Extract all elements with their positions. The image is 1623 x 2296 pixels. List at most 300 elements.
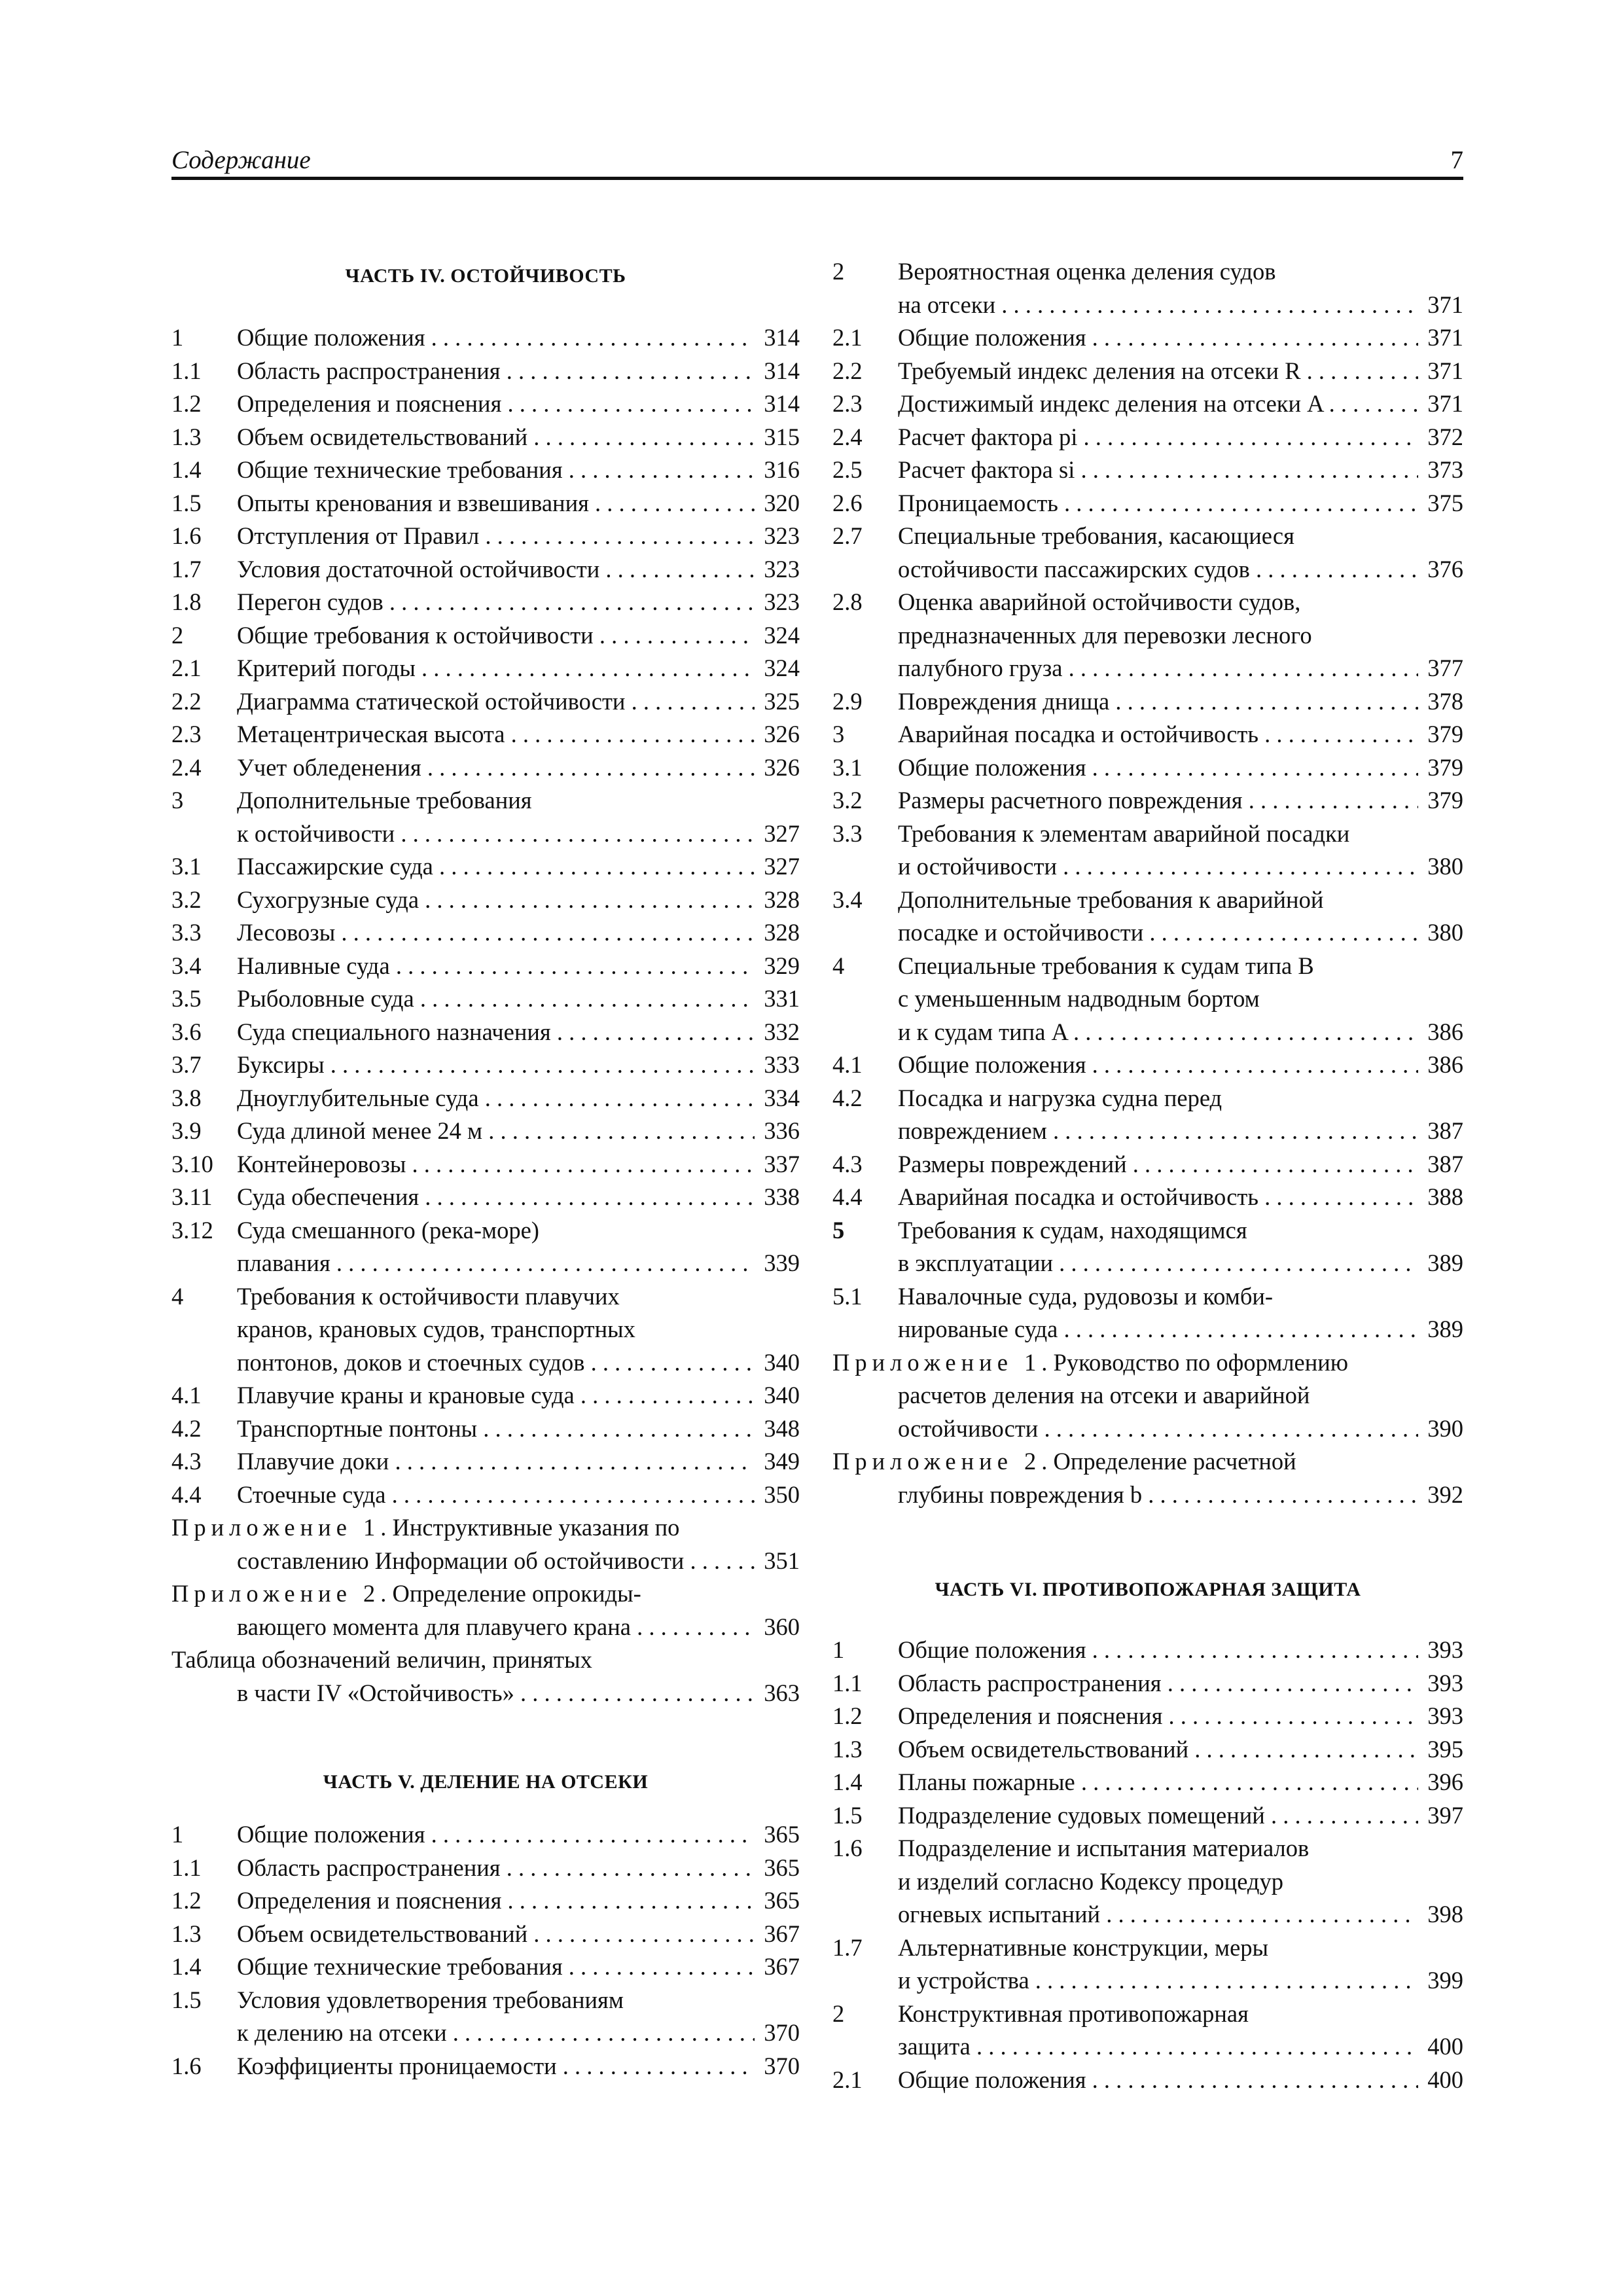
toc-entry-line — [171, 355, 800, 388]
toc-entry[interactable] — [171, 685, 800, 719]
toc-entry-line — [171, 1379, 800, 1412]
page-number: 398 — [1418, 1898, 1463, 1931]
toc-list-part-v — [171, 1818, 800, 2083]
toc-entry[interactable] — [171, 487, 800, 520]
toc-entry[interactable] — [171, 387, 800, 421]
toc-entry-line — [832, 1445, 1463, 1479]
toc-entry[interactable] — [171, 652, 800, 685]
toc-entry[interactable] — [832, 1832, 1463, 1931]
section-title-text: Коэффициенты проницаемости — [237, 2052, 557, 2079]
page-number: 365 — [755, 1884, 800, 1918]
dot-leader — [898, 685, 1463, 719]
section-number: 3.1 — [171, 853, 202, 880]
section-number: 1.1 — [171, 1854, 202, 1881]
toc-entry[interactable] — [171, 520, 800, 553]
section-number: 3.8 — [171, 1084, 202, 1111]
section-title-text: Общие положения — [898, 753, 1086, 781]
section-title — [237, 1677, 800, 1710]
toc-entry[interactable] — [171, 1818, 800, 1852]
dot-leader — [237, 1181, 800, 1214]
toc-entry[interactable] — [171, 1082, 800, 1115]
toc-entry-line — [171, 850, 800, 884]
toc-entry-line — [171, 1181, 800, 1214]
toc-entry[interactable] — [832, 255, 1463, 321]
toc-entry-line — [832, 1898, 1463, 1931]
section-title — [898, 1280, 1463, 1314]
toc-entry-line — [171, 1577, 800, 1611]
toc-entry[interactable] — [171, 1950, 800, 1984]
page-number: 314 — [755, 321, 800, 355]
toc-entry[interactable] — [171, 355, 800, 388]
section-title — [237, 454, 800, 487]
toc-entry[interactable] — [832, 487, 1463, 520]
toc-entry-line — [171, 784, 800, 817]
dot-leader — [898, 1016, 1463, 1049]
section-number: 1.4 — [171, 456, 202, 483]
toc-entry[interactable] — [171, 784, 800, 850]
section-title — [237, 487, 800, 520]
toc-entry[interactable] — [171, 1479, 800, 1512]
toc-entry[interactable] — [171, 1984, 800, 2050]
toc-entry-line — [832, 1346, 1463, 1380]
section-title-text: Общие положения — [237, 1821, 425, 1848]
section-title-text: и остойчивости — [898, 853, 1057, 880]
toc-entry[interactable] — [171, 1115, 800, 1148]
section-number: 1 — [171, 1821, 184, 1848]
toc-entry-line — [832, 685, 1463, 719]
toc-entry[interactable] — [832, 1445, 1463, 1511]
dot-leader — [237, 586, 800, 619]
section-title-text: огневых испытаний — [898, 1901, 1101, 1928]
dot-leader — [898, 454, 1463, 487]
section-number: 2.8 — [832, 588, 863, 615]
section-number: 4.1 — [832, 1051, 863, 1078]
page-number: 327 — [755, 817, 800, 851]
section-title-text: Контейнеровозы — [237, 1150, 406, 1177]
toc-entry[interactable] — [832, 1049, 1463, 1082]
section-title — [237, 1313, 800, 1346]
section-title — [237, 1214, 800, 1247]
page-number: 328 — [755, 884, 800, 917]
toc-entry[interactable] — [171, 553, 800, 586]
section-number: 2.3 — [832, 390, 863, 417]
dot-leader — [898, 321, 1463, 355]
page-number: 379 — [1418, 718, 1463, 751]
page-number: 320 — [755, 487, 800, 520]
section-number: 1.6 — [171, 2052, 202, 2079]
page-number: 351 — [755, 1545, 800, 1578]
dot-leader — [237, 1082, 800, 1115]
section-title — [898, 1214, 1463, 1247]
page-number: 380 — [1418, 850, 1463, 884]
section-title — [898, 586, 1463, 619]
dot-leader — [237, 1611, 800, 1644]
section-title-text: Альтернативные конструкции, меры — [898, 1933, 1269, 1961]
section-title — [898, 454, 1463, 487]
dot-leader — [237, 652, 800, 685]
section-title — [237, 1181, 800, 1214]
section-title-text: Область распространения — [237, 357, 501, 384]
page-number: 365 — [755, 1818, 800, 1852]
toc-entry[interactable] — [171, 916, 800, 950]
dot-leader — [237, 1950, 800, 1984]
toc-entry[interactable] — [171, 982, 800, 1016]
section-number: 3.3 — [832, 819, 863, 847]
toc-entry[interactable] — [832, 685, 1463, 719]
section-title — [898, 1865, 1463, 1899]
page-number: 326 — [755, 718, 800, 751]
page-number: 393 — [1418, 1634, 1463, 1667]
section-number: 3.10 — [171, 1150, 213, 1177]
toc-entry-line — [832, 255, 1463, 289]
toc-entry[interactable] — [171, 751, 800, 785]
section-title — [237, 817, 800, 851]
section-title — [898, 255, 1463, 289]
page-number: 360 — [755, 1611, 800, 1644]
toc-entry-line — [171, 685, 800, 719]
section-title — [832, 1445, 1463, 1479]
section-title — [898, 982, 1463, 1016]
section-title-text: Буксиры — [237, 1051, 325, 1078]
toc-entry[interactable] — [171, 1214, 800, 1280]
toc-entry[interactable] — [171, 1016, 800, 1049]
toc-entry[interactable] — [832, 1931, 1463, 1998]
toc-entry-line — [171, 1511, 800, 1545]
toc-entry-line — [832, 1247, 1463, 1280]
toc-entry-line — [171, 1346, 800, 1380]
section-title — [237, 2017, 800, 2050]
section-number: 2.9 — [832, 687, 863, 715]
toc-entry[interactable] — [832, 1280, 1463, 1346]
toc-entry[interactable] — [171, 454, 800, 487]
section-title — [237, 916, 800, 950]
section-title — [237, 619, 800, 653]
toc-entry-line — [832, 1865, 1463, 1899]
dot-leader — [237, 619, 800, 653]
toc-entry[interactable] — [832, 718, 1463, 751]
dot-leader — [898, 553, 1463, 586]
section-title — [237, 1950, 800, 1984]
page-number: 380 — [1418, 916, 1463, 950]
section-title-text: Дополнительные требования — [237, 787, 532, 814]
dot-leader — [898, 1115, 1463, 1148]
page-number: 386 — [1418, 1049, 1463, 1082]
toc-entry[interactable] — [171, 850, 800, 884]
toc-entry[interactable] — [832, 2064, 1463, 2097]
section-title-text: Лесовозы — [237, 919, 336, 946]
page-number: 332 — [755, 1016, 800, 1049]
section-number: 2.6 — [832, 489, 863, 516]
running-header — [171, 145, 1463, 179]
part-title-vi: ЧАСТЬ VI. ПРОТИВОПОЖАРНАЯ ЗАЩИТА — [935, 1579, 1361, 1600]
toc-entry[interactable] — [832, 387, 1463, 421]
toc-entry-line — [171, 2050, 800, 2083]
toc-entry[interactable] — [171, 884, 800, 917]
toc-entry[interactable] — [171, 718, 800, 751]
section-title-text: . Руководство по оформлению — [1041, 1348, 1349, 1376]
dot-leader — [237, 982, 800, 1016]
section-number: 1 — [171, 324, 184, 351]
dot-leader — [237, 1346, 800, 1380]
toc-entry-line — [832, 1799, 1463, 1833]
section-title — [898, 2064, 1463, 2097]
toc-entry-line — [832, 916, 1463, 950]
toc-entry-line — [171, 619, 800, 653]
section-title — [237, 685, 800, 719]
part-title-iv: ЧАСТЬ IV. ОСТОЙЧИВОСТЬ — [345, 265, 626, 287]
section-title — [898, 1733, 1463, 1767]
section-number: 3.5 — [171, 985, 202, 1012]
page-number: 387 — [1418, 1115, 1463, 1148]
section-title — [898, 1016, 1463, 1049]
section-title-text: Суда смешанного (река-море) — [237, 1216, 539, 1244]
toc-entry-line — [832, 1964, 1463, 1998]
section-title — [237, 652, 800, 685]
section-title-text: Объем освидетельствований — [237, 423, 528, 450]
dot-leader — [237, 1049, 800, 1082]
toc-entry[interactable] — [832, 1799, 1463, 1833]
section-title — [898, 1479, 1463, 1512]
toc-entry-line — [832, 652, 1463, 685]
toc-entry[interactable] — [832, 1214, 1463, 1280]
section-title — [237, 586, 800, 619]
section-title — [898, 1634, 1463, 1667]
toc-entry[interactable] — [171, 2050, 800, 2083]
section-title-text: Аварийная посадка и остойчивость — [898, 1183, 1258, 1210]
toc-entry-line — [832, 1214, 1463, 1247]
section-number: 1.4 — [832, 1768, 863, 1795]
section-number: 2.4 — [832, 423, 863, 450]
toc-entry-line — [832, 289, 1463, 322]
page-number: 324 — [755, 652, 800, 685]
page-number: 376 — [1418, 553, 1463, 586]
section-title-text: Расчет фактора si — [898, 456, 1075, 483]
toc-entry-line — [171, 1313, 800, 1346]
dot-leader — [898, 1049, 1463, 1082]
toc-entry-line — [171, 1445, 800, 1479]
section-title — [898, 1832, 1463, 1865]
toc-entry-line — [171, 1984, 800, 2017]
toc-entry[interactable] — [171, 1884, 800, 1918]
section-title — [898, 1799, 1463, 1833]
section-title — [898, 289, 1463, 322]
toc-entry[interactable] — [171, 619, 800, 653]
toc-entry[interactable] — [171, 1379, 800, 1412]
toc-entry[interactable] — [832, 1700, 1463, 1733]
toc-entry[interactable] — [832, 355, 1463, 388]
section-title-text: Суда длиной менее 24 м — [237, 1117, 483, 1144]
section-number: 1.6 — [171, 522, 202, 549]
page-number: 350 — [755, 1479, 800, 1512]
toc-entry-line — [171, 1677, 800, 1710]
dot-leader — [237, 2050, 800, 2083]
dot-leader — [237, 1412, 800, 1446]
toc-entry-line — [832, 1082, 1463, 1115]
section-title — [237, 1049, 800, 1082]
section-title — [898, 1667, 1463, 1700]
toc-entry-line — [832, 1049, 1463, 1082]
toc-entry[interactable] — [171, 321, 800, 355]
toc-entry-line — [171, 321, 800, 355]
section-title-text: . Определение опрокиды- — [380, 1580, 641, 1607]
toc-entry[interactable] — [832, 321, 1463, 355]
toc-entry[interactable] — [832, 1181, 1463, 1214]
toc-entry[interactable] — [171, 1412, 800, 1446]
section-title-text: глубины повреждения b — [898, 1480, 1143, 1508]
page-number: 324 — [755, 619, 800, 653]
section-title — [171, 1511, 800, 1545]
dot-leader — [898, 784, 1463, 817]
section-title-text: составлению Информации об остойчивости — [237, 1547, 685, 1574]
dot-leader — [237, 1016, 800, 1049]
page-number: 328 — [755, 916, 800, 950]
section-title — [237, 1346, 800, 1380]
toc-entry[interactable] — [171, 1511, 800, 1577]
section-title — [237, 982, 800, 1016]
toc-entry[interactable] — [832, 520, 1463, 586]
toc-entry[interactable] — [832, 1998, 1463, 2064]
dot-leader — [898, 1700, 1463, 1733]
appendix-label: Приложение 1 — [832, 1348, 1042, 1376]
toc-entry-line — [171, 1115, 800, 1148]
toc-entry[interactable] — [832, 1733, 1463, 1767]
toc-entry[interactable] — [832, 1634, 1463, 1667]
section-title-text: Плавучие краны и крановые суда — [237, 1382, 575, 1408]
toc-entry[interactable] — [832, 751, 1463, 785]
page-number: 331 — [755, 982, 800, 1016]
toc-entry[interactable] — [171, 1643, 800, 1710]
dot-leader — [898, 718, 1463, 751]
toc-list-part-vi — [832, 1634, 1463, 2096]
toc-entry[interactable] — [171, 1577, 800, 1643]
section-title — [898, 916, 1463, 950]
section-number: 1.5 — [832, 1801, 863, 1829]
page-number: 337 — [755, 1148, 800, 1181]
section-title — [237, 1082, 800, 1115]
section-title-text: Подразделение и испытания материалов — [898, 1835, 1310, 1861]
toc-entry-line — [832, 950, 1463, 983]
toc-entry-line — [832, 751, 1463, 785]
section-number: 4 — [832, 952, 845, 979]
toc-entry-line — [832, 421, 1463, 454]
toc-entry[interactable] — [832, 1766, 1463, 1799]
toc-entry-line — [832, 1280, 1463, 1314]
section-title-text: Общие положения — [898, 324, 1086, 351]
section-title — [898, 850, 1463, 884]
toc-entry-line — [171, 1643, 800, 1677]
toc-entry[interactable] — [171, 1280, 800, 1380]
section-number: 3.11 — [171, 1183, 213, 1210]
toc-entry-line — [832, 1733, 1463, 1767]
section-title — [898, 950, 1463, 983]
toc-entry[interactable] — [171, 1445, 800, 1479]
toc-entry-line — [171, 652, 800, 685]
toc-entry[interactable] — [171, 1148, 800, 1181]
toc-entry[interactable] — [171, 1852, 800, 1885]
toc-entry[interactable] — [832, 784, 1463, 817]
section-title-text: вающего момента для плавучего крана — [237, 1613, 631, 1640]
toc-entry-line — [832, 2064, 1463, 2097]
toc-entry-line — [832, 1379, 1463, 1412]
dot-leader — [237, 487, 800, 520]
section-title — [898, 553, 1463, 586]
page-number: 399 — [1418, 1964, 1463, 1998]
section-number: 4.4 — [171, 1480, 202, 1508]
toc-entry[interactable] — [832, 1082, 1463, 1148]
toc-entry[interactable] — [832, 1148, 1463, 1181]
toc-entry[interactable] — [171, 586, 800, 619]
toc-entry[interactable] — [832, 454, 1463, 487]
section-title — [898, 1049, 1463, 1082]
section-number: 2 — [171, 621, 184, 649]
section-title — [237, 751, 800, 785]
toc-entry[interactable] — [832, 1346, 1463, 1446]
toc-entry[interactable] — [171, 1049, 800, 1082]
section-title-text: предназначенных для перевозки лесного — [898, 621, 1312, 649]
section-title-text: Опыты кренования и взвешивания — [237, 489, 589, 516]
toc-entry-line — [171, 421, 800, 454]
dot-leader — [237, 718, 800, 751]
toc-entry[interactable] — [171, 421, 800, 454]
section-title-text: нированые суда — [898, 1316, 1058, 1342]
section-title — [898, 784, 1463, 817]
section-title — [237, 1247, 800, 1280]
dot-leader — [237, 884, 800, 917]
section-title-text: Общие положения — [898, 2066, 1086, 2093]
toc-entry[interactable] — [832, 884, 1463, 950]
page-number: 400 — [1418, 2030, 1463, 2064]
toc-entry-line — [171, 1049, 800, 1082]
toc-entry[interactable] — [832, 950, 1463, 1049]
section-title-text: Общие требования к остойчивости — [237, 621, 594, 649]
section-title — [898, 1898, 1463, 1931]
section-title-text: остойчивости пассажирских судов — [898, 555, 1250, 583]
page-number: 379 — [1418, 751, 1463, 785]
toc-entry[interactable] — [832, 586, 1463, 685]
dot-leader — [898, 1181, 1463, 1214]
section-title-text: Таблица обозначений величин, принятых — [171, 1646, 592, 1673]
page-number: 392 — [1418, 1479, 1463, 1512]
dot-leader — [898, 916, 1463, 950]
section-title-text: остойчивости — [898, 1414, 1039, 1442]
section-title — [237, 1445, 800, 1479]
section-title — [237, 1412, 800, 1446]
dot-leader — [237, 685, 800, 719]
toc-entry-line — [832, 1148, 1463, 1181]
toc-entry-line — [171, 1818, 800, 1852]
toc-entry-line — [171, 454, 800, 487]
section-title-text: Посадка и нагрузка судна перед — [898, 1084, 1222, 1111]
toc-entry[interactable] — [832, 1667, 1463, 1700]
toc-entry[interactable] — [832, 817, 1463, 884]
section-title-text: посадке и остойчивости — [898, 919, 1144, 946]
toc-entry[interactable] — [171, 1181, 800, 1214]
section-number: 1.2 — [832, 1702, 863, 1729]
toc-entry[interactable] — [171, 1918, 800, 1951]
section-title-text: в части IV «Остойчивость» — [237, 1679, 514, 1706]
toc-entry[interactable] — [171, 950, 800, 983]
dot-leader — [237, 355, 800, 388]
toc-entry[interactable] — [832, 421, 1463, 454]
toc-list-part-iv — [171, 321, 800, 1710]
section-title — [237, 2050, 800, 2083]
dot-leader — [898, 421, 1463, 454]
toc-entry-line — [171, 1214, 800, 1247]
section-number: 2.2 — [171, 687, 202, 715]
toc-entry-line — [171, 1412, 800, 1446]
page-number: 336 — [755, 1115, 800, 1148]
page-number: 327 — [755, 850, 800, 884]
